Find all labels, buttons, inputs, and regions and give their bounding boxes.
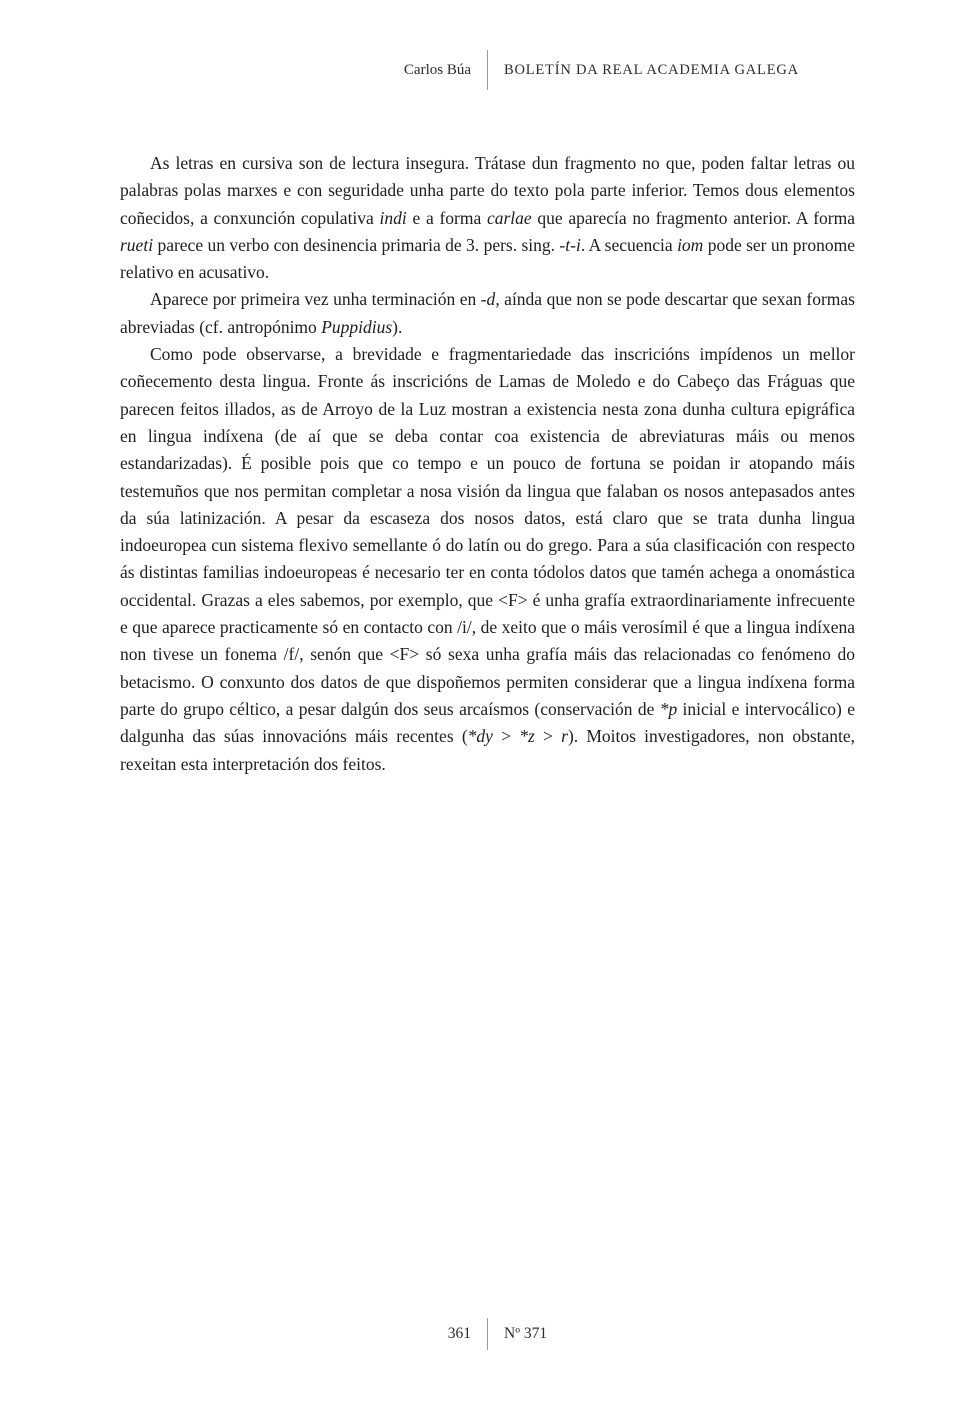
page-header (0, 50, 975, 90)
italic-text-segment: *z (519, 726, 535, 747)
header-journal-title: BOLETÍN DA REAL ACADEMIA GALEGA (504, 61, 799, 78)
italic-text-segment: *p (659, 698, 678, 719)
text-segment: pode ser un pronome relativo en acusativo. (120, 234, 855, 283)
paragraph (120, 341, 855, 778)
italic-text-segment: -d (480, 289, 496, 310)
text-segment: , aínda que non se pode descartar que sexan formas abreviadas (cf. antropónimo (120, 289, 855, 337)
paragraph (120, 286, 855, 341)
paragraph (120, 150, 855, 286)
text-segment: ). Moitos investigadores, non obstante, rexeitan esta interpretación dos feitos. (120, 726, 856, 774)
text-segment: . A secuencia (580, 234, 678, 255)
text-segment: e a forma (406, 207, 487, 228)
italic-text-segment: Puppidius (321, 316, 393, 337)
italic-text-segment: carlae (486, 207, 532, 228)
footer-issue-number: Nº 371 (504, 1325, 548, 1342)
italic-text-segment: iom (677, 234, 704, 255)
text-segment: Aparece por primeira vez unha terminación en (150, 289, 481, 310)
text-segment: que aparecía no fragmento anterior. A forma (531, 207, 855, 228)
text-segment: As letras en cursiva son de lectura insegura. Trátase dun fragmento no que, poden faltar letras ou palabras polas marxes e con seguridade unha parte do texto pola parte inferior. Temos dous elementos coñecidos, a conxunción copulativa (120, 153, 855, 228)
text-segment: > (534, 726, 562, 747)
header-author: Carlos Búa (403, 61, 471, 78)
italic-text-segment: rueti (120, 234, 154, 255)
text-segment: inicial e intervocálico) e dalgunha das súas innovacións máis recentes ( (120, 698, 855, 747)
body-text (120, 150, 855, 778)
text-segment: Como pode observarse, a brevidade e fragmentariedade das inscricións impídenos un mellor coñecemento desta lingua. Fronte ás inscricións de Lamas de Moledo e do Cabeço das Fráguas que parecen feitos illados, as de Arroyo de la Luz mostran a existencia nesta zona dunha cultura epigráfica en lingua indíxena (de aí que se deba contar coa existencia de abreviaturas máis ou menos estandarizadas). É posible pois que co tempo e un pouco de fortuna se poidan ir atopando máis testemuños que nos permitan completar a nosa visión da lingua que falaban os nosos antepasados antes da súa latinización. A pesar da escaseza dos nosos datos, está claro que se trata dunha lingua indoeuropea cun sistema flexivo semellante ó do latín ou do grego. Para a súa clasificación con respecto ás distintas familias indoeuropeas é necesario ter en conta tódolos datos que tamén achega a onomástica occidental. Grazas a eles sabemos, por exemplo, que <F> é unha grafía extraordinariamente infrecuente e que aparece practicamente só en contacto con /i/, de xeito que o máis verosímil é que a lingua indíxena non tivese un fonema /f/, senón que <F> só sexa unha grafía máis das relacionadas co fenómeno do betacismo. O conxunto dos datos de que dispoñemos permiten considerar que a lingua indíxena forma parte do grupo céltico, a pesar dalgún dos seus arcaísmos (conservación de (120, 344, 855, 719)
italic-text-segment: r (561, 726, 568, 747)
italic-text-segment: indi (379, 207, 407, 228)
italic-text-segment: *dy (467, 726, 493, 747)
italic-text-segment: -t-i (559, 234, 581, 255)
text-segment: ). (392, 316, 403, 337)
page-footer (0, 1318, 975, 1350)
footer-page-number: 361 (447, 1325, 471, 1342)
text-segment: parece un verbo con desinencia primaria de 3. pers. sing. (153, 234, 560, 255)
text-segment: > (492, 726, 520, 747)
